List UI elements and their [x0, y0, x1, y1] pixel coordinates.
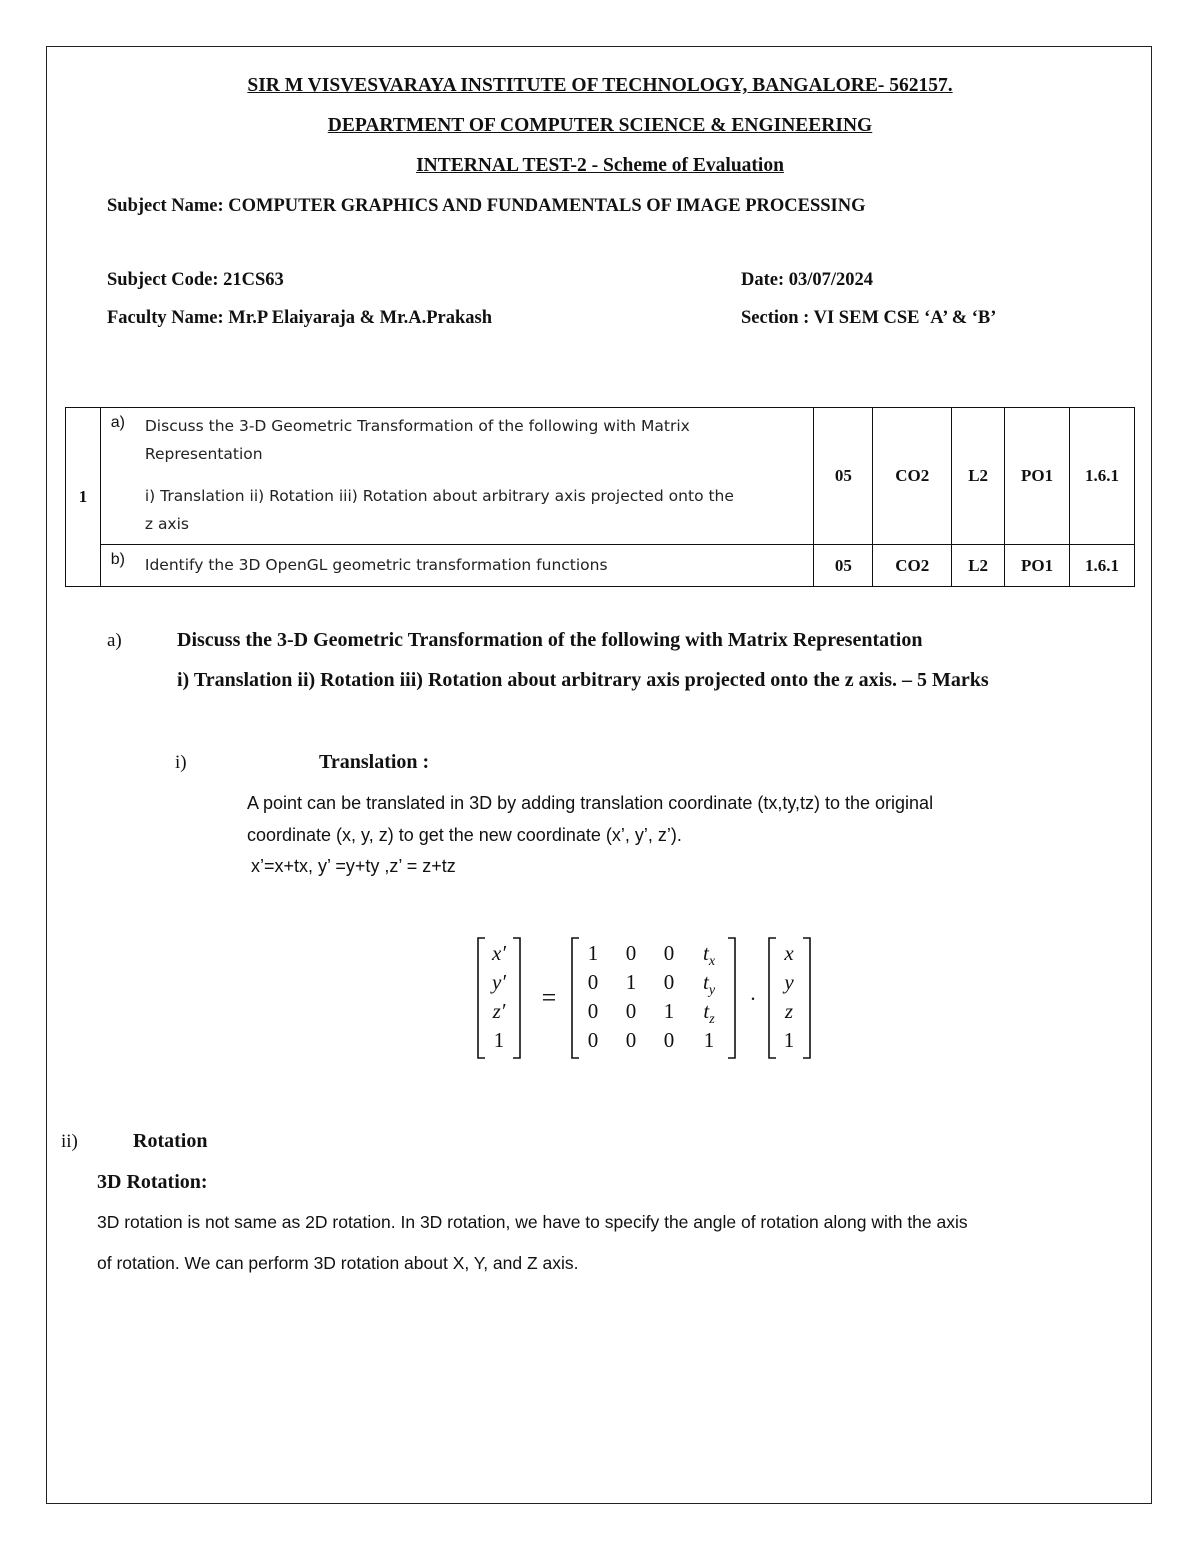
section: Section : VI SEM CSE ‘A’ & ‘B’ — [741, 308, 997, 328]
vector-entry: y — [784, 970, 794, 994]
question-text: Identify the 3D OpenGL geometric transformation functions — [135, 545, 814, 587]
vector-entry: x — [784, 941, 794, 965]
po-cell: PO1 — [1005, 545, 1070, 587]
page-border — [46, 46, 1152, 1504]
matrix-entry: 1 — [587, 941, 599, 965]
answer-label: a) — [107, 630, 122, 651]
vector-entry: z — [784, 999, 794, 1023]
matrix-entry: 0 — [663, 1028, 675, 1052]
subject-name: Subject Name: COMPUTER GRAPHICS AND FUNDAMENTALS OF IMAGE PROCESSING — [107, 196, 866, 216]
question-number: 1 — [66, 408, 101, 587]
question-table — [65, 407, 1135, 587]
matrix-entry: 0 — [587, 970, 599, 994]
test-title: INTERNAL TEST-2 - Scheme of Evaluation — [416, 155, 784, 176]
part1-text-line1: A point can be translated in 3D by adding translation coordinate (tx,ty,tz) to the original — [247, 793, 934, 813]
translation-matrix-equation — [473, 932, 813, 1064]
department-title: DEPARTMENT OF COMPUTER SCIENCE & ENGINEERING — [327, 115, 873, 136]
matrix-entry: 0 — [625, 999, 637, 1023]
marks-cell: 05 — [814, 408, 873, 545]
part1-label: i) — [175, 752, 187, 773]
po-cell: PO1 — [1005, 408, 1070, 545]
matrix-entry: 0 — [663, 970, 675, 994]
matrix-entry: 0 — [625, 1028, 637, 1052]
vector-entry: x′ — [492, 941, 506, 965]
co-cell: CO2 — [873, 545, 952, 587]
level-cell: L2 — [952, 408, 1005, 545]
matrix-entry: $t_x$ — [702, 941, 716, 969]
matrix-entry: 0 — [587, 1028, 599, 1052]
equals-sign: = — [541, 983, 557, 1012]
vector-entry: 1 — [493, 1028, 505, 1052]
level-cell: L2 — [952, 545, 1005, 587]
matrix-entry: 0 — [587, 999, 599, 1023]
institute-title: SIR M VISVESVARAYA INSTITUTE OF TECHNOLOGY, BANGALORE- 562157. — [247, 75, 953, 96]
part1-title: Translation : — [319, 751, 430, 773]
part1-text-line2: coordinate (x, y, z) to get the new coordinate (x’, y’, z’). — [247, 825, 682, 845]
vector-entry: y′ — [492, 970, 506, 994]
answer-title-line2: i) Translation ii) Rotation iii) Rotation about arbitrary axis projected onto the z axis. – 5 Marks — [177, 669, 989, 691]
faculty-name: Faculty Name: Mr.P Elaiyaraja & Mr.A.Prakash — [107, 308, 493, 328]
matrix-entry: 0 — [663, 941, 675, 965]
subquestion-label: b) — [100, 545, 134, 587]
part2-title: Rotation — [133, 1130, 208, 1152]
matrix-entry: 1 — [625, 970, 637, 994]
matrix-entry: $t_y$ — [702, 970, 716, 998]
part2-heading: 3D Rotation: — [97, 1171, 208, 1193]
subject-code: Subject Code: 21CS63 — [107, 270, 284, 290]
table-row — [66, 408, 1135, 545]
multiply-dot: · — [749, 987, 757, 1011]
part1-formula: x’=x+tx, y’ =y+ty ,z’ = z+tz — [251, 856, 456, 876]
question-text: Discuss the 3-D Geometric Transformation of the following with Matrix Representation i) Translation ii) Rotation iii) Rotation about arbitrary axis projected onto the z axis — [135, 408, 814, 545]
co-cell: CO2 — [873, 408, 952, 545]
exam-date: Date: 03/07/2024 — [741, 270, 874, 290]
matrix-entry: 1 — [703, 1028, 715, 1052]
answer-title-line1: Discuss the 3-D Geometric Transformation of the following with Matrix Representation — [177, 629, 923, 651]
matrix-entry: 0 — [625, 941, 637, 965]
vector-entry: z′ — [492, 999, 506, 1023]
matrix-entry: 1 — [663, 999, 675, 1023]
table-row — [66, 545, 1135, 587]
subquestion-label: a) — [100, 408, 134, 545]
matrix-entry: $t_z$ — [703, 999, 715, 1027]
part2-label: ii) — [61, 1131, 78, 1152]
part2-text-line2: of rotation. We can perform 3D rotation about X, Y, and Z axis. — [97, 1253, 579, 1273]
vector-entry: 1 — [783, 1028, 795, 1052]
part2-text-line1: 3D rotation is not same as 2D rotation. In 3D rotation, we have to specify the angle of rotation along with the axis — [97, 1212, 968, 1232]
marks-cell: 05 — [814, 545, 873, 587]
pi-cell: 1.6.1 — [1070, 408, 1135, 545]
pi-cell: 1.6.1 — [1070, 545, 1135, 587]
